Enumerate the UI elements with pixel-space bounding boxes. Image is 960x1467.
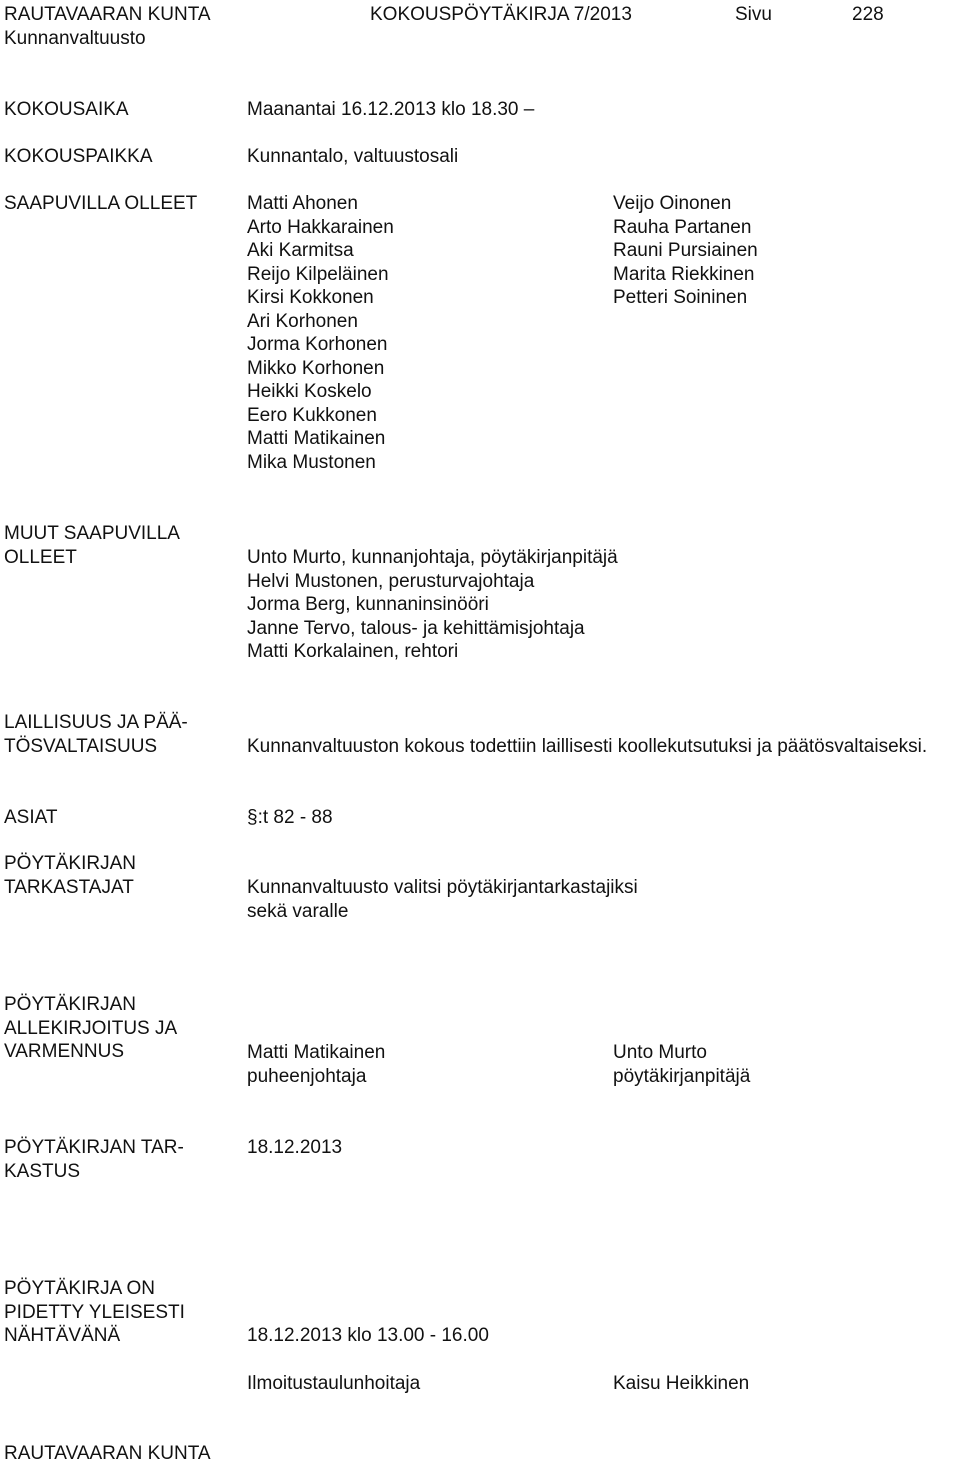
meeting-time-value: Maanantai 16.12.2013 klo 18.30 – [247, 99, 535, 120]
page-number: 228 [852, 4, 884, 25]
chair-name: Matti Matikainen [247, 1042, 386, 1063]
secretary-signature [613, 1041, 750, 1088]
list-item: Janne Tervo, talous- ja kehittämisjohtaja [247, 617, 585, 639]
member-name: Ari Korhonen [247, 310, 358, 332]
secretary-name: Unto Murto [613, 1042, 707, 1063]
member-name: Aki Karmitsa [247, 240, 354, 261]
org-name: RAUTAVAARAN KUNTA [4, 4, 211, 25]
page-label: Sivu [735, 4, 772, 25]
legality-text: Kunnanvaltuuston kokous todettiin laillisesti koollekutsutuksi ja päätösvaltaiseksi. [247, 736, 928, 757]
present-label: SAAPUVILLA OLLEET [4, 193, 198, 214]
public-display-value: 18.12.2013 klo 13.00 - 16.00 [247, 1325, 489, 1346]
matters-value: §:t 82 - 88 [247, 807, 333, 828]
footer-org-name: RAUTAVAARAN KUNTA [4, 1443, 211, 1464]
list-item: Matti Korkalainen, rehtori [247, 641, 459, 662]
member-name: Mika Mustonen [247, 451, 376, 473]
list-item: Unto Murto, kunnanjohtaja, pöytäkirjanpitäjä [247, 547, 618, 568]
reviewers-label: PÖYTÄKIRJAN TARKASTAJAT [4, 853, 136, 898]
legality-label: LAILLISUUS JA PÄÄ- TÖSVALTAISUUS [4, 712, 188, 757]
review-date-label: PÖYTÄKIRJAN TAR- KASTUS [4, 1137, 184, 1182]
others-list [247, 546, 618, 664]
member-name: Jorma Korhonen [247, 334, 388, 355]
member-name: Heikki Koskelo [247, 381, 372, 402]
member-name: Matti Ahonen [247, 193, 358, 214]
others-label: MUUT SAAPUVILLA OLLEET [4, 523, 180, 568]
member-name: Kirsi Kokkonen [247, 287, 374, 308]
meeting-time-label: KOKOUSAIKA [4, 99, 129, 120]
notice-officer-title: Ilmoitustaulunhoitaja [247, 1373, 421, 1394]
chair-signature [247, 1041, 385, 1088]
secretary-role: pöytäkirjanpitäjä [613, 1065, 751, 1087]
member-name: Eero Kukkonen [247, 404, 377, 426]
reviewers-text: Kunnanvaltuusto valitsi pöytäkirjantarkastajiksi sekä varalle [247, 877, 638, 922]
member-name: Veijo Oinonen [613, 193, 732, 214]
member-name: Reijo Kilpeläinen [247, 263, 389, 285]
member-name: Mikko Korhonen [247, 357, 385, 379]
document-title: KOKOUSPÖYTÄKIRJA 7/2013 [370, 4, 632, 25]
meeting-place-value: Kunnantalo, valtuustosali [247, 146, 459, 167]
notice-officer-name: Kaisu Heikkinen [613, 1373, 750, 1394]
review-date-value: 18.12.2013 [247, 1137, 343, 1158]
body-name: Kunnanvaltuusto [4, 28, 146, 49]
member-name: Rauha Partanen [613, 216, 752, 238]
member-name: Petteri Soininen [613, 287, 748, 308]
member-name: Arto Hakkarainen [247, 216, 394, 238]
present-list-col1 [247, 192, 394, 474]
meeting-place-label: KOKOUSPAIKKA [4, 146, 153, 167]
member-name: Rauni Pursiainen [613, 240, 758, 261]
signatures-label: PÖYTÄKIRJAN ALLEKIRJOITUS JA VARMENNUS [4, 994, 178, 1062]
matters-label: ASIAT [4, 807, 58, 828]
chair-role: puheenjohtaja [247, 1065, 367, 1087]
list-item: Helvi Mustonen, perusturvajohtaja [247, 570, 535, 592]
member-name: Marita Riekkinen [613, 263, 755, 285]
member-name: Matti Matikainen [247, 428, 386, 449]
list-item: Jorma Berg, kunnaninsinööri [247, 594, 489, 615]
present-list-col2 [613, 192, 758, 310]
public-display-label: PÖYTÄKIRJA ON PIDETTY YLEISESTI NÄHTÄVÄNÄ [4, 1278, 185, 1346]
